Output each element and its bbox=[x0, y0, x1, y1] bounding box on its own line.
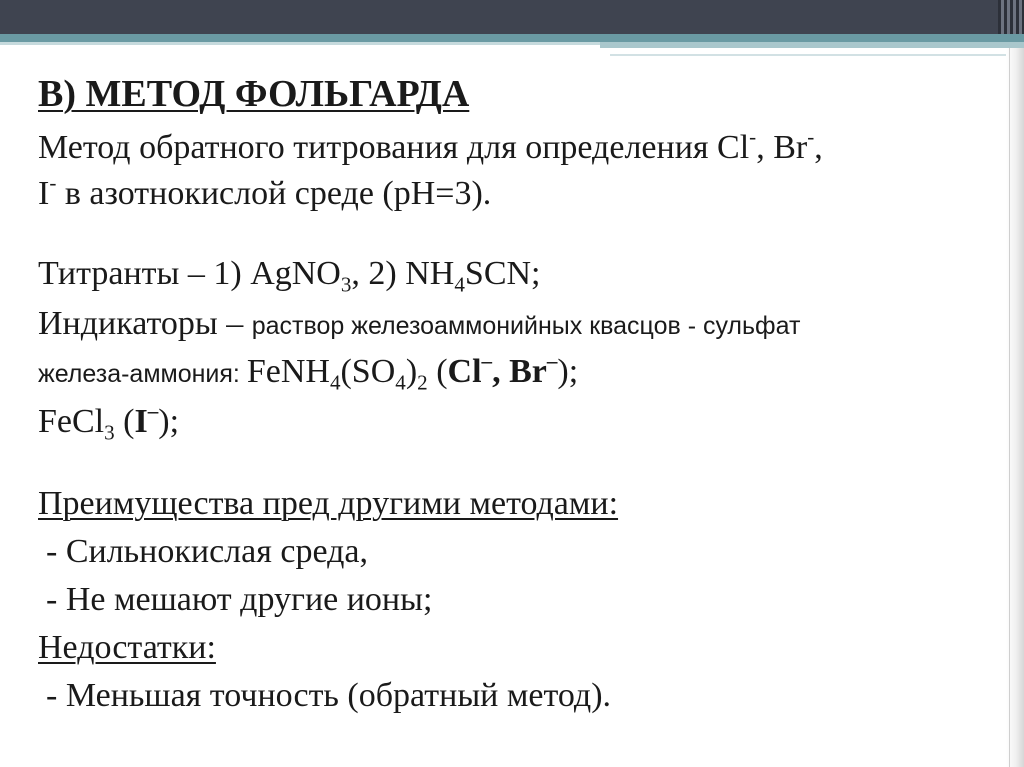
iodide-open: ( bbox=[114, 403, 135, 440]
br-text: , Br bbox=[756, 129, 808, 166]
iodide-text: I bbox=[38, 175, 50, 212]
ions-close: ); bbox=[557, 353, 579, 390]
indicators-label: Индикаторы – bbox=[38, 305, 252, 342]
ion-br-charge: – bbox=[546, 348, 558, 373]
formula-fecl: FeCl bbox=[38, 403, 105, 440]
medium-text: в азотнокислой среде (pH=3). bbox=[56, 175, 492, 212]
titrants-mid: , 2) NH bbox=[351, 255, 455, 292]
indicators-line-3 bbox=[38, 398, 180, 445]
titrants-label: Титранты – 1) AgNO bbox=[38, 255, 341, 292]
formula-sub-4b: 4 bbox=[395, 370, 406, 395]
header-band-dark bbox=[0, 0, 1024, 34]
advantages-title: Преимущества пред другими методами: bbox=[38, 485, 619, 522]
drawbacks-title: Недостатки: bbox=[38, 629, 216, 666]
drawback-item-1: - Меньшая точность (обратный метод). bbox=[46, 677, 612, 714]
formula-sub-3: 3 bbox=[104, 420, 115, 445]
indicators-line-2 bbox=[38, 348, 579, 395]
advantage-item-1: - Сильнокислая среда, bbox=[46, 533, 368, 570]
ion-i-charge: – bbox=[147, 398, 159, 423]
intro-line-2 bbox=[38, 170, 492, 214]
indicators-desc-1: раствор железоаммонийных квасцов - сульфат bbox=[251, 312, 801, 340]
intro-line-1 bbox=[38, 124, 823, 168]
formula-sub-2: 2 bbox=[417, 370, 428, 395]
titrants-sub-3: 3 bbox=[340, 272, 352, 297]
titrants-end: SCN; bbox=[464, 255, 541, 292]
formula-sub-4: 4 bbox=[329, 370, 341, 395]
header-band-stripes bbox=[998, 0, 1024, 34]
titrants-sub-4: 4 bbox=[454, 272, 465, 297]
iodide-charge: - bbox=[49, 170, 57, 195]
header-band-lighter bbox=[0, 42, 600, 45]
intro-comma: , bbox=[814, 129, 823, 166]
ion-i: I bbox=[134, 403, 148, 440]
header-band-light bbox=[600, 42, 1024, 48]
iodide-close: ); bbox=[158, 403, 180, 440]
ion-cl: Cl bbox=[447, 353, 482, 390]
cl-charge: - bbox=[749, 124, 757, 149]
page-edge-line bbox=[1009, 48, 1010, 767]
ion-br: , Br bbox=[492, 353, 547, 390]
formula-so: (SO bbox=[340, 353, 396, 390]
ions-open: ( bbox=[427, 353, 448, 390]
header-band-underline bbox=[610, 54, 1024, 56]
header-band-teal bbox=[0, 34, 1024, 42]
slide-title: В) МЕТОД ФОЛЬГАРДА bbox=[38, 73, 470, 115]
indicators-desc-2: железа-аммония: bbox=[38, 360, 247, 388]
formula-fenh: FeNH bbox=[246, 353, 330, 390]
titrants-line bbox=[38, 254, 541, 297]
intro-text: Метод обратного титрования для определения Cl bbox=[38, 129, 750, 166]
formula-close: ) bbox=[405, 353, 418, 390]
br-charge: - bbox=[807, 124, 815, 149]
ion-cl-charge: – bbox=[481, 348, 493, 373]
advantage-item-2: - Не мешают другие ионы; bbox=[46, 581, 433, 618]
indicators-line-1 bbox=[38, 304, 800, 346]
